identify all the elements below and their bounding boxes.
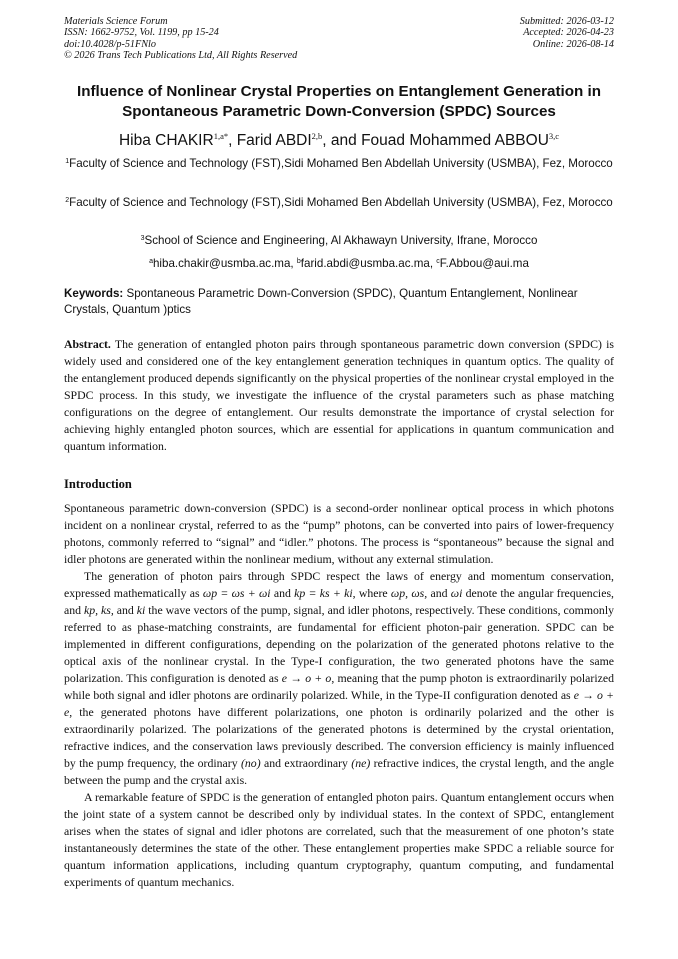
introduction-body bbox=[64, 500, 614, 891]
keywords bbox=[64, 286, 616, 318]
author-name: Fouad Mohammed ABBOU bbox=[361, 132, 549, 149]
type-i-notation: e → o + o bbox=[281, 671, 332, 685]
accepted-date: Accepted: 2026-04-23 bbox=[523, 27, 614, 39]
text-run: The generation of photon pairs through SPDC respect the laws of energy and momentum conservation, expressed mathematically as bbox=[64, 569, 614, 600]
text-run: , where bbox=[352, 586, 391, 600]
author-affil-sup: 2,b bbox=[311, 131, 323, 141]
affiliation-text: School of Science and Engineering, Al Akhawayn University, Ifrane, Morocco bbox=[144, 234, 538, 247]
text-run: , meaning that the pump photon is extraordinarily polarized while both signal and idler photons are ordinarily polarized. While, in the Type-II configuration denoted as bbox=[64, 671, 614, 702]
email-link[interactable]: F.Abbou@aui.ma bbox=[439, 257, 529, 270]
submitted-date: Submitted: 2026-03-12 bbox=[519, 16, 614, 27]
text-run: and extraordinary bbox=[260, 756, 352, 770]
author-affil-sup: 1,a* bbox=[213, 131, 229, 141]
email-sup: a bbox=[149, 258, 153, 265]
online-date: Online: 2026-08-14 bbox=[532, 38, 614, 50]
paragraph-3: A remarkable feature of SPDC is the generation of entangled photon pairs. Quantum entanglement occurs when the joint state of a system cannot be described only by individual states. In the context of SPDC, entanglement arises when the states of signal and idler photons are correlated, such that the measurement of one photon’s state instantaneously determines the state of the other. These entanglement properties make SPDC a reliable source for quantum information applications, including quantum cryptography, quantum computing, and fundamental experiments of quantum mechanics. bbox=[64, 790, 614, 889]
affiliation-2 bbox=[64, 193, 614, 211]
email-link[interactable]: hiba.chakir@usmba.ac.ma bbox=[152, 257, 291, 270]
math-symbol: (no) bbox=[240, 756, 261, 770]
paper-title: Influence of Nonlinear Crystal Properties on Entanglement Generation in Spontaneous Parametric Down-Conversion (SPDC) Sources bbox=[76, 83, 602, 120]
affiliation-sup: 3 bbox=[140, 235, 145, 242]
text-run: and bbox=[113, 603, 137, 617]
text-run: and bbox=[270, 586, 295, 600]
math-symbol: ωp, ωs, bbox=[390, 586, 428, 600]
text-run: denote the angular frequencies, and bbox=[64, 586, 614, 617]
abstract-label: Abstract. bbox=[64, 337, 111, 351]
copyright-line: © 2026 Trans Tech Publications Ltd, All Rights Reserved bbox=[64, 50, 298, 62]
author-affil-sup: 3,c bbox=[548, 131, 560, 141]
author-list bbox=[56, 127, 622, 150]
math-symbol: kp, ks, bbox=[84, 603, 114, 617]
paragraph-2 bbox=[64, 568, 614, 789]
issn-line: ISSN: 1662-9752, Vol. 1199, pp 15-24 bbox=[64, 27, 219, 39]
paragraph-1: Spontaneous parametric down-conversion (SPDC) is a second-order nonlinear optical process in which photons incident on a nonlinear crystal, referred to as the “pump” photons, can be converted into pairs of lower-frequency photons, commonly referred to “signal” and “idler.” photons. The process is “spontaneous” because the signal and idler photons are generated within the nonlinear medium, without any external stimulation. bbox=[64, 501, 614, 566]
email-separator: , bbox=[290, 257, 297, 270]
email-separator: , bbox=[429, 257, 437, 270]
author-name: Farid ABDI bbox=[236, 132, 312, 149]
affiliation-3 bbox=[64, 231, 614, 249]
affiliation-1 bbox=[64, 154, 614, 172]
affiliation-sup: 1 bbox=[65, 158, 70, 165]
email-link[interactable]: farid.abdi@usmba.ac.ma bbox=[300, 257, 430, 270]
affiliation-sup: 2 bbox=[65, 197, 70, 204]
momentum-equation: kp = ks + ki bbox=[294, 586, 353, 600]
journal-info bbox=[64, 16, 297, 62]
author-separator: , and bbox=[322, 132, 362, 149]
energy-equation: ωp = ωs + ωi bbox=[202, 586, 271, 600]
text-run: the wave vectors of the pump, signal, and idler photons, respectively. These conditions, commonly referred to as phase-matching constraints, are fundamental for efficient photon-pair generation. SPDC can be implemented in different configurations, depending on the polarization of the generated photons relative to the optical axis of the nonlinear crystal. In the Type-I configuration, the two generated photons have the same polarization. This configuration is denoted as bbox=[64, 603, 615, 685]
email-sup: c bbox=[436, 258, 440, 265]
affiliation-text: Faculty of Science and Technology (FST),Sidi Mohamed Ben Abdellah University (USMBA), Fez, Morocco bbox=[69, 157, 613, 170]
text-run: and bbox=[427, 586, 451, 600]
math-symbol: ωi bbox=[450, 586, 463, 600]
author-emails bbox=[64, 254, 614, 272]
keywords-label: Keywords: bbox=[64, 287, 124, 300]
math-symbol: ki bbox=[136, 603, 146, 617]
doi-line[interactable]: doi:10.4028/p-51FNlo bbox=[64, 38, 156, 50]
math-symbol: (ne) bbox=[351, 756, 371, 770]
abstract bbox=[64, 336, 614, 455]
affiliation-text: Faculty of Science and Technology (FST),Sidi Mohamed Ben Abdellah University (USMBA), Fez, Morocco bbox=[69, 196, 613, 209]
text-run: refractive indices, the crystal length, and the angle between the pump and the crystal axis. bbox=[64, 756, 614, 787]
journal-name: Materials Science Forum bbox=[64, 16, 168, 27]
dates-info bbox=[520, 16, 614, 50]
author-name: Hiba CHAKIR bbox=[118, 132, 214, 149]
author-separator: , bbox=[228, 132, 237, 149]
email-sup: b bbox=[296, 258, 301, 265]
abstract-text: The generation of entangled photon pairs through spontaneous parametric down conversion (SPDC) is widely used and considered one of the key entanglement generation techniques in quantum optics. The quality of the entanglement produced depends significantly on the physical properties of the nonlinear crystal employed in the SPDC process. In this study, we investigate the influence of the crystal parameters such as phase matching configurations on the degree of entanglement. Our results demonstrate the importance of crystal selection for achieving highly entangled photon sources, which are essential for applications in quantum communication and quantum information. bbox=[64, 337, 614, 453]
keywords-text: Spontaneous Parametric Down-Conversion (SPDC), Quantum Entanglement, Nonlinear Crystals, Quantum )ptics bbox=[64, 287, 578, 316]
text-run: , the generated photons have different polarizations, one photon is ordinarily polarized and the other is extraordinarily polarized. The polarizations of the generated photons is determined by the crystal orientation, refractive indices, and the conservation laws previously described. The conversion efficiency is mainly influenced by the pump frequency, the ordinary bbox=[64, 705, 614, 770]
type-ii-notation: e → o + e bbox=[64, 688, 614, 719]
section-heading-introduction: Introduction bbox=[64, 477, 132, 491]
